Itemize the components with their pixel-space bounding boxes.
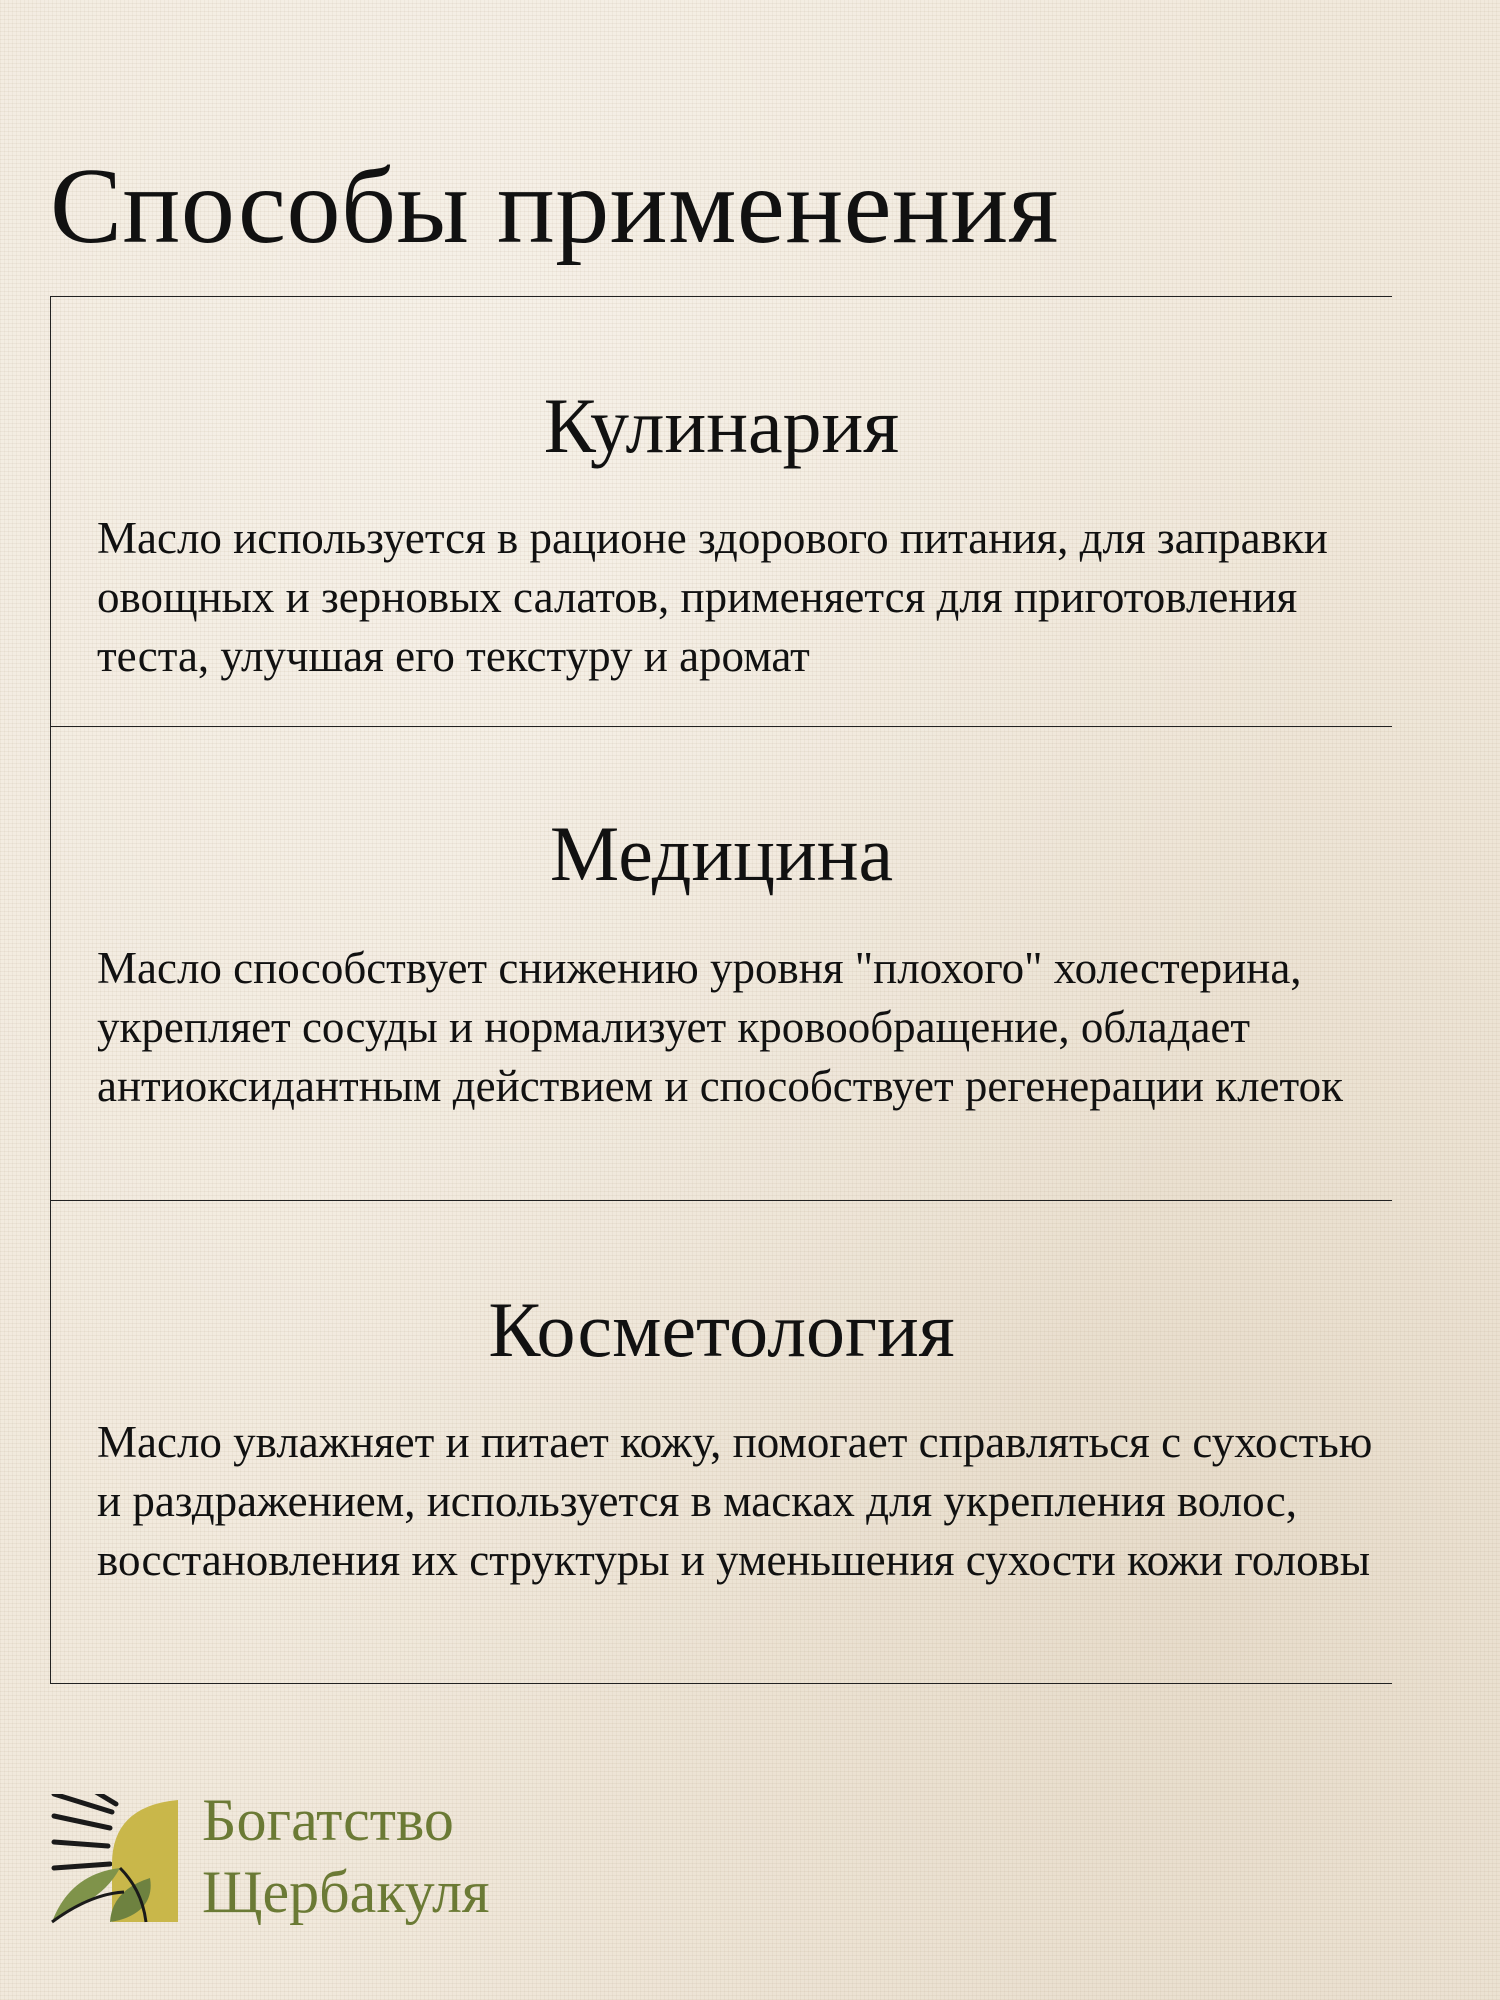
section-text: Масло способствует снижению уровня "плохого" холестерина, укрепляет сосуды и нормализует кровообращение, обладает антиоксидантным действием и способствует регенерации клеток [97,943,1343,1111]
section-heading: Медицина [549,810,894,897]
section-medicine [50,726,1392,1200]
brand-block [50,1784,650,1924]
section-culinary [50,296,1392,726]
section-text: Масло используется в рационе здорового питания, для заправки овощных и зерновых салатов, применяется для приготовления теста, улучшая его текстуру и аромат [97,513,1328,681]
section-heading: Кулинария [543,382,900,469]
section-cosmetology [50,1200,1392,1684]
brand-name [202,1784,490,1928]
page-title: Способы применения [50,147,1059,266]
brand-name-line2: Щербакуля [202,1859,490,1925]
brand-name-line1: Богатство [202,1787,454,1853]
sun-and-leaves-icon [50,1794,180,1924]
section-heading: Косметология [488,1286,955,1373]
section-text: Масло увлажняет и питает кожу, помогает справляться с сухостью и раздражением, используется в масках для укрепления волос, восстановления их структуры и уменьшения сухости кожи головы [97,1417,1373,1585]
